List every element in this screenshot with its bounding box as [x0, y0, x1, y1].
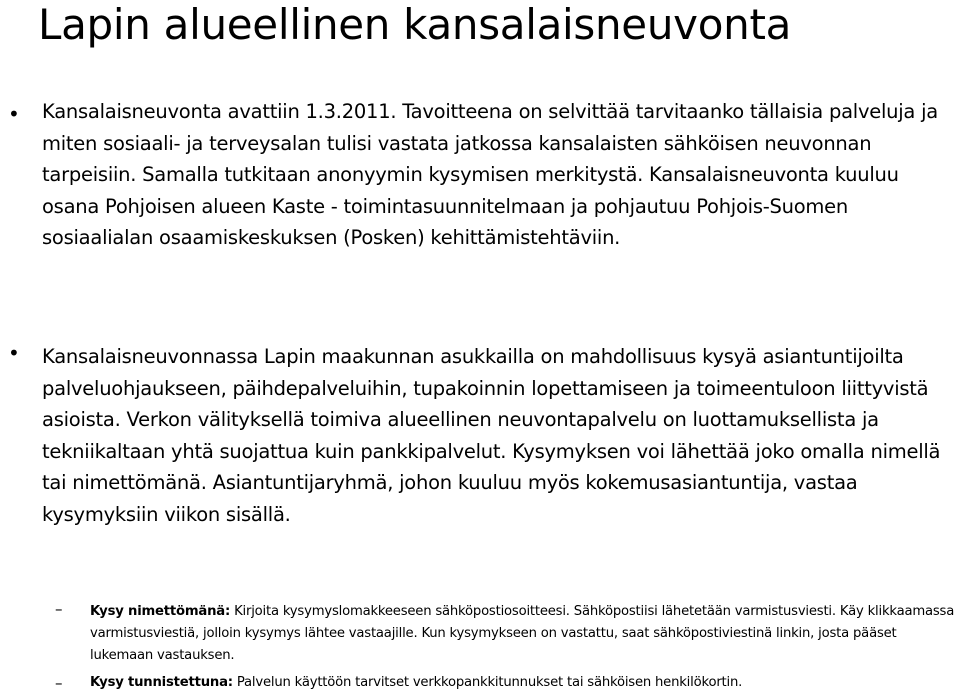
sub-item-1-text: Kirjoita kysymyslomakkeeseen sähköpostiosoitteesi. Sähköpostiisi lähetetään varmistusviesti. Käy klikkaamassa varmistusviestiä, jolloin kysymys lähtee vastaajille. Kun kysymykseen on vastattu, saat sähköpostiviestinä linkin, josta pääset lukemaan vastauksen. — [90, 604, 955, 663]
bullet-marker-1: • — [8, 102, 20, 126]
sub-item-1 — [90, 601, 956, 667]
sub-marker-2: – — [55, 674, 63, 692]
slide-title: Lapin alueellinen kansalaisneuvonta — [38, 0, 792, 49]
bullet-text-1b: Kansalaisneuvonta kuuluu osana Pohjoisen alueen Kaste - toimintasuunnitelmaan ja pohjautuu Pohjois-Suomen sosiaalialan osaamiskeskuksen (Posken) kehittämistehtäviin. — [42, 163, 899, 249]
bullet-text-2: Kansalaisneuvonnassa Lapin maakunnan asukkailla on mahdollisuus kysyä asiantuntijoilta palveluohjaukseen, päihdepalveluihin, tupakoinnin lopettamiseen ja toimeentuloon liittyvistä asioista. Verkon välityksellä toimiva alueellinen neuvontapalvelu on luottamuksellista ja tekniikaltaan yhtä suojattua kuin pankkipalvelut. Kysymyksen voi lähettää joko omalla nimellä tai nimettömänä. Asiantuntijaryhmä, johon kuuluu myös kokemusasiantuntija, vastaa kysymyksiin viikon sisällä. — [42, 345, 941, 526]
bullet-text-1 — [42, 96, 954, 254]
bullet-marker-2: • — [8, 341, 20, 365]
bullet-text-1a: Kansalaisneuvonta avattiin 1.3.2011. Tavoitteena on selvittää tarvitaanko tällaisia palveluja ja miten sosiaali- ja terveysalan tulisi vastata jatkossa kansalaisten sähköisen neuvonnan tarpeisiin. Samalla tutkitaan anonyymin kysymisen merkitystä. — [42, 100, 938, 186]
sub-item-2-label: Kysy tunnistettuna: — [90, 675, 233, 690]
sub-item-2-text: Palvelun käyttöön tarvitset verkkopankkitunnukset tai sähköisen henkilökortin. — [232, 675, 743, 690]
sub-item-2 — [90, 672, 956, 694]
sub-item-1-label: Kysy nimettömänä: — [90, 604, 231, 619]
sub-marker-1: – — [55, 600, 63, 618]
